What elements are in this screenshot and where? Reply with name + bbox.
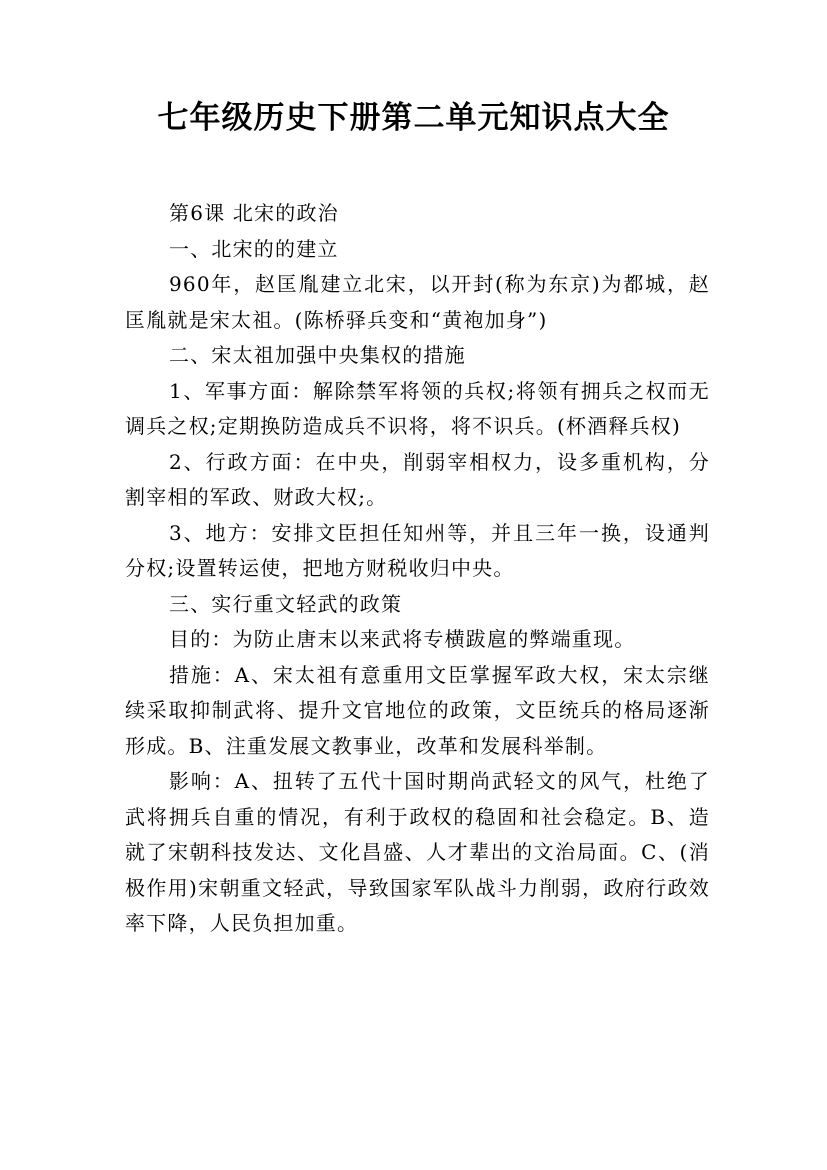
- paragraph-administration: 2、行政方面：在中央，削弱宰相权力，设多重机构，分割宰相的军政、财政大权;。: [125, 449, 710, 509]
- paragraph-measures: 措施：A、宋太祖有意重用文臣掌握军政大权，宋太宗继续采取抑制武将、提升文官地位的政策，文臣统兵的格局逐渐形成。B、注重发展文教事业，改革和发展科举制。: [125, 662, 710, 758]
- section-heading-policy: 三、实行重文轻武的政策: [169, 591, 403, 616]
- paragraph-military: 1、军事方面：解除禁军将领的兵权;将领有拥兵之权而无调兵之权;定期换防造成兵不识将，将不识兵。(杯酒释兵权): [125, 378, 710, 438]
- paragraph-founding: 960年，赵匡胤建立北宋，以开封(称为东京)为都城，赵匡胤就是宋太祖。(陈桥驿兵变和“黄袍加身”): [125, 272, 710, 332]
- section-heading-centralization: 二、宋太祖加强中央集权的措施: [169, 343, 466, 367]
- section-heading-founding: 一、北宋的的建立: [169, 236, 339, 261]
- paragraph-local: 3、地方：安排文臣担任知州等，并且三年一换，设通判分权;设置转运使，把地方财税收归中央。: [125, 520, 710, 580]
- document-title: 七年级历史下册第二单元知识点大全: [157, 100, 670, 136]
- lesson-heading: 第6课 北宋的政治: [169, 201, 339, 225]
- paragraph-impact: 影响：A、扭转了五代十国时期尚武轻文的风气，杜绝了武将拥兵自重的情况，有利于政权的稳固和社会稳定。B、造就了宋朝科技发达、文化昌盛、人才辈出的文治局面。C、(消极作用)宋朝重文轻武，导致国家军队战斗力削弱，政府行政效率下降，人民负担加重。: [125, 769, 710, 935]
- paragraph-purpose: 目的：为防止唐末以来武将专横跋扈的弊端重现。: [169, 627, 636, 651]
- document-body: [125, 196, 710, 942]
